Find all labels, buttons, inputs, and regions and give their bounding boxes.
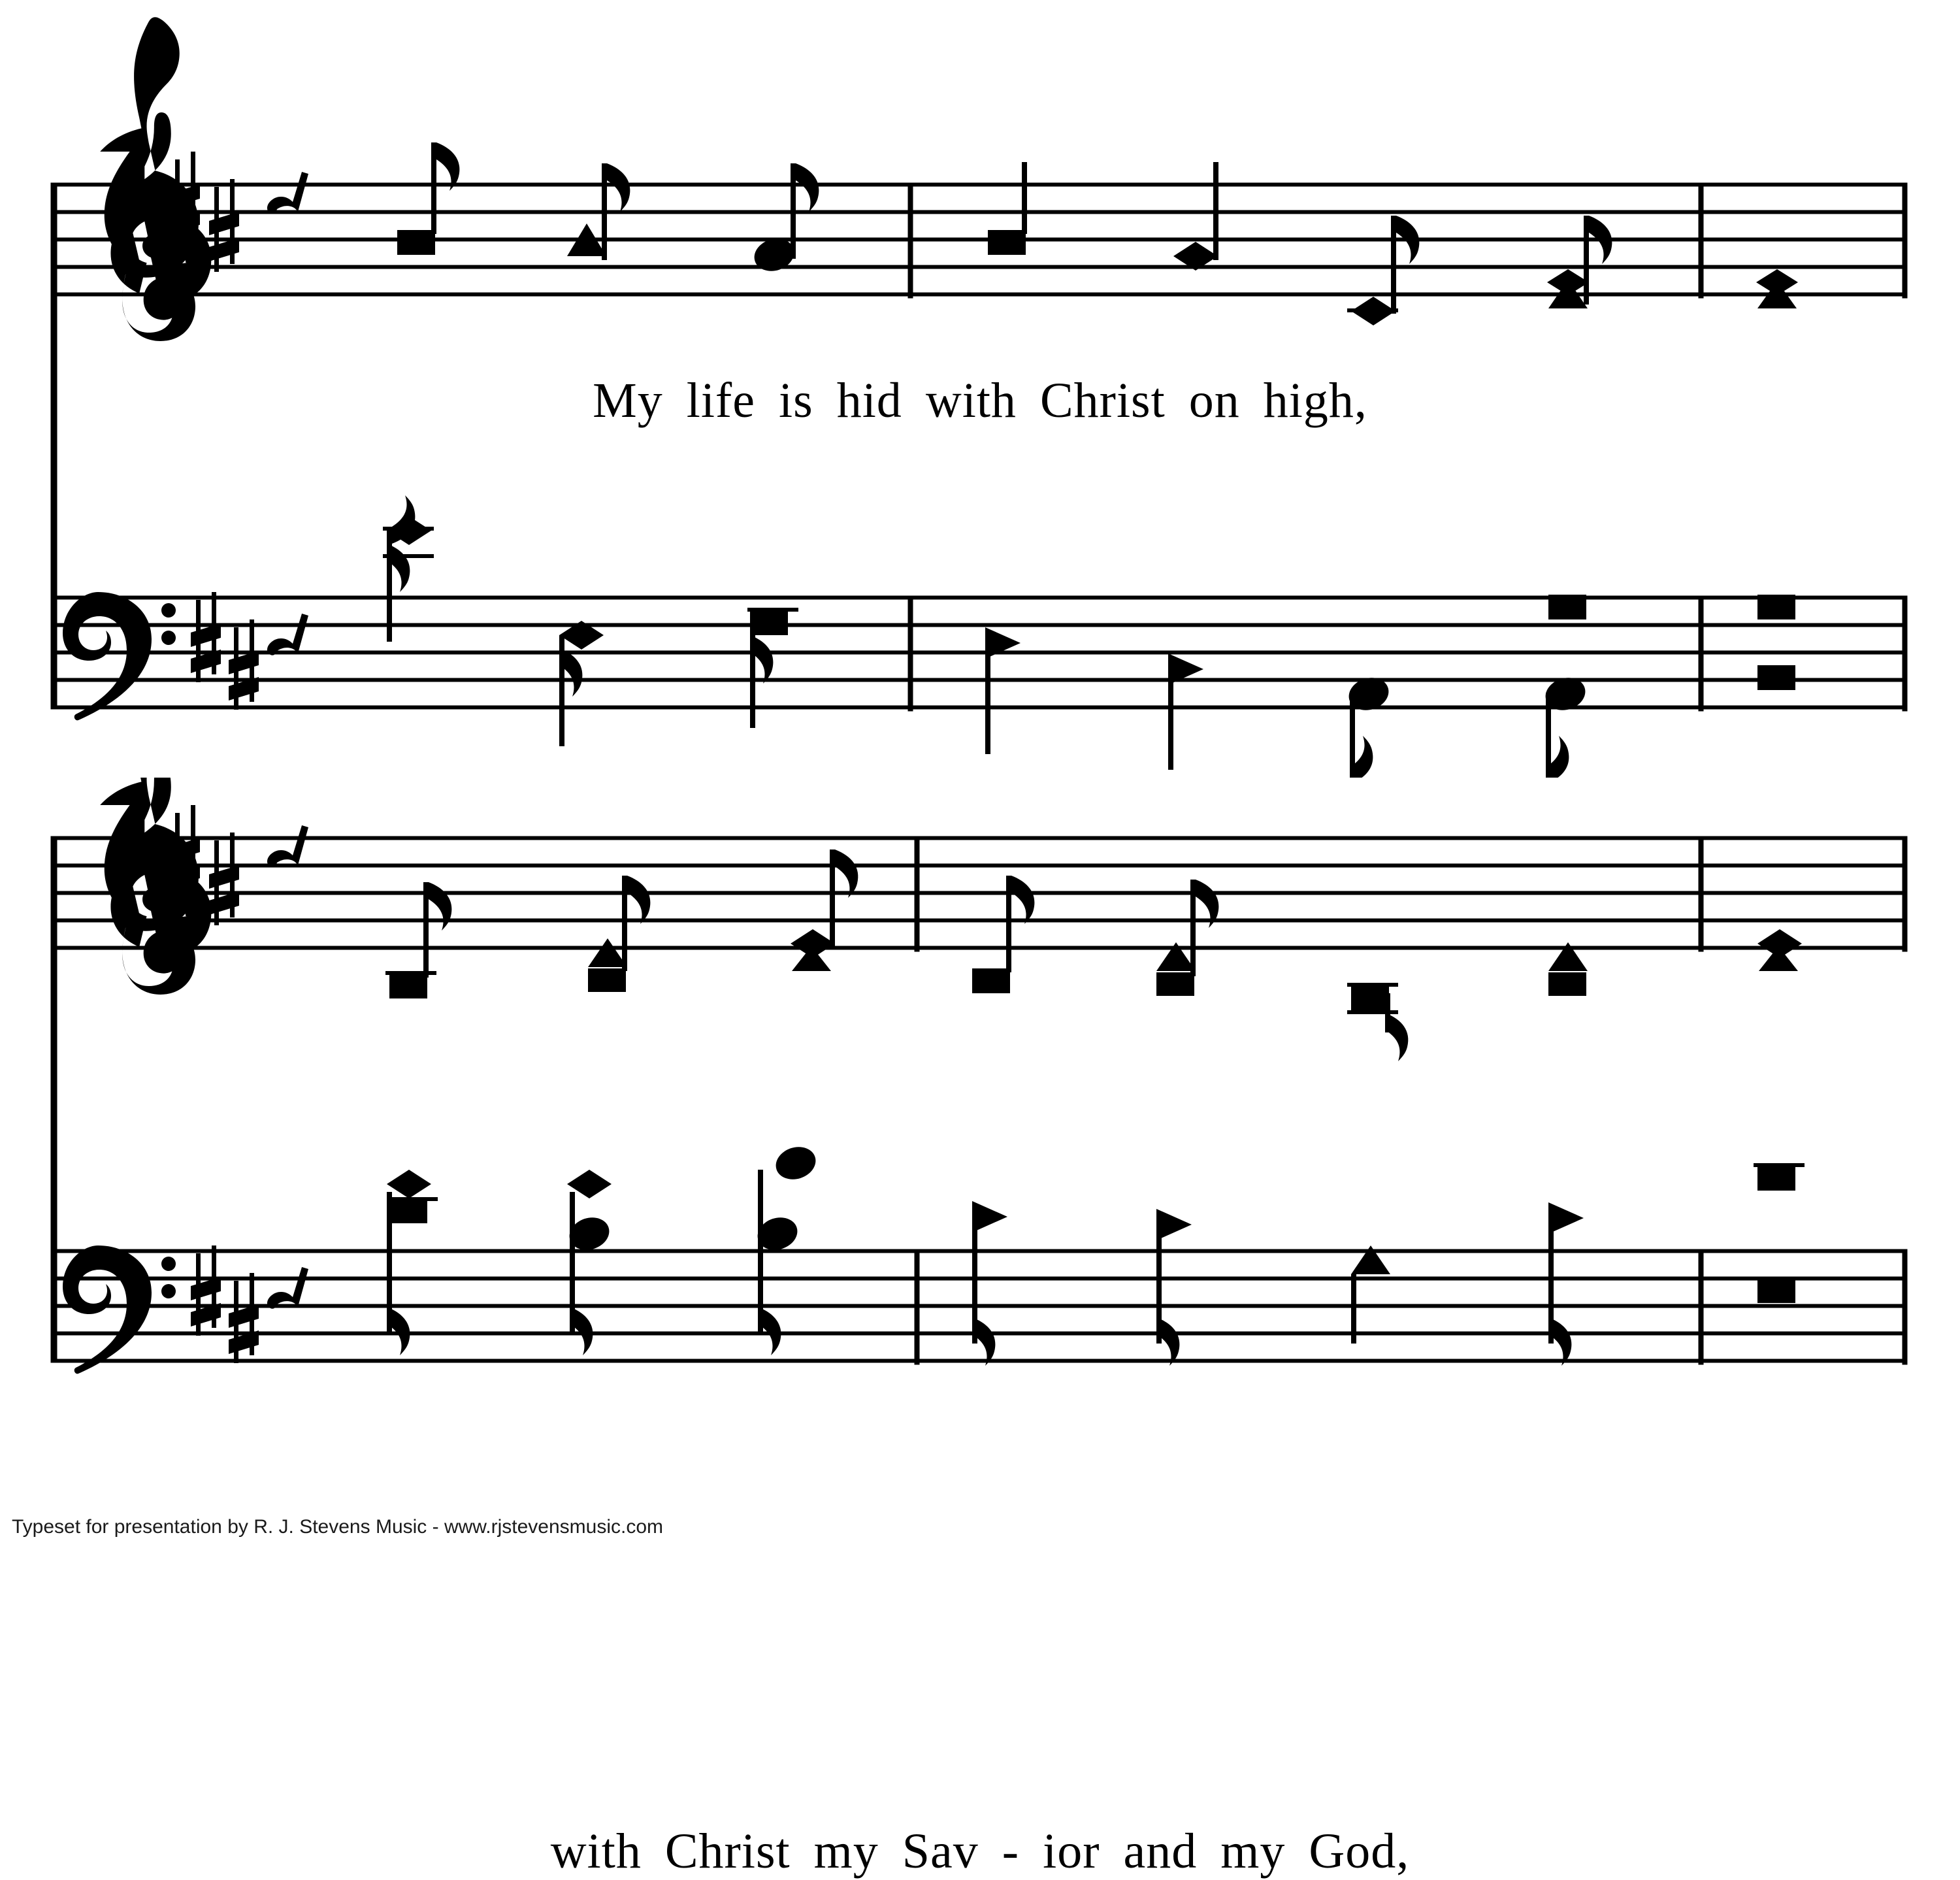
eighth-rest-bass-1 bbox=[267, 614, 308, 655]
note-shape-round bbox=[1345, 673, 1393, 778]
lyrics-line-2 bbox=[0, 1823, 1960, 1880]
bass-clef-2 bbox=[63, 1245, 176, 1374]
note-shape-triangle bbox=[1351, 1245, 1390, 1344]
note-shape-square bbox=[988, 162, 1027, 255]
music-system-1 bbox=[0, 0, 1960, 778]
note-shape-square bbox=[1541, 595, 1590, 778]
note-shape-diamond bbox=[1756, 269, 1798, 308]
typeset-credit: Typeset for presentation by R. J. Stevens Music - www.rjstevensmusic.com bbox=[12, 1516, 664, 1538]
note-shape-diamond bbox=[1757, 929, 1802, 971]
note-shape-diamond bbox=[387, 1170, 438, 1355]
bass-staff-1 bbox=[51, 495, 1906, 778]
lyric-syllable: with bbox=[925, 373, 1017, 428]
lyric-syllable: - bbox=[1002, 1824, 1020, 1879]
lyric-syllable: my bbox=[813, 1824, 879, 1879]
note-shape-triangle bbox=[1156, 1209, 1192, 1366]
note-shape-square bbox=[1347, 983, 1408, 1061]
bass-clef-1 bbox=[63, 592, 176, 720]
eighth-rest-bass-2 bbox=[267, 1267, 308, 1309]
treble-staff-1 bbox=[51, 17, 1906, 706]
note-shape-square bbox=[1757, 595, 1795, 690]
lyric-syllable: my bbox=[1220, 1824, 1286, 1879]
eighth-rest-treble-2 bbox=[267, 825, 308, 867]
lyric-syllable: on bbox=[1188, 373, 1240, 428]
lyric-syllable: is bbox=[778, 373, 813, 428]
lyric-syllable: My bbox=[593, 373, 663, 428]
lyric-syllable: ior bbox=[1043, 1824, 1100, 1879]
treble-staff-2 bbox=[51, 778, 1906, 1359]
note-shape-triangle bbox=[1548, 1202, 1584, 1366]
lyric-syllable: God, bbox=[1309, 1824, 1410, 1879]
lyric-syllable: hid bbox=[836, 373, 902, 428]
note-shape-square bbox=[385, 882, 451, 998]
note-shape-round bbox=[753, 1142, 820, 1355]
system-2-notation bbox=[0, 778, 1960, 1470]
note-shape-diamond bbox=[1173, 162, 1218, 271]
lyric-syllable: Christ bbox=[1039, 373, 1166, 428]
note-shape-triangle bbox=[985, 627, 1021, 754]
lyric-syllable: high, bbox=[1263, 373, 1367, 428]
note-shape-diamond bbox=[383, 495, 434, 642]
lyric-syllable: with bbox=[550, 1824, 642, 1879]
lyric-syllable: Christ bbox=[664, 1824, 791, 1879]
note-shape-diamond bbox=[1347, 216, 1419, 325]
eighth-rest-treble-1 bbox=[267, 172, 308, 214]
note-shape-diamond bbox=[791, 849, 858, 971]
note-shape-diamond bbox=[565, 1170, 613, 1355]
lyric-syllable: Sav bbox=[902, 1824, 979, 1879]
lyric-syllable: life bbox=[686, 373, 755, 428]
note-shape-triangle bbox=[1548, 942, 1588, 996]
note-shape-triangle bbox=[1168, 653, 1203, 770]
note-shape-triangle bbox=[972, 1201, 1007, 1366]
bass-staff-2 bbox=[51, 1142, 1906, 1374]
lyrics-line-1 bbox=[0, 372, 1960, 429]
note-shape-round bbox=[750, 163, 819, 276]
note-shape-square bbox=[1754, 1163, 1805, 1303]
note-shape-diamond bbox=[559, 621, 604, 746]
note-shape-triangle bbox=[1156, 880, 1218, 996]
lyric-syllable: and bbox=[1123, 1824, 1198, 1879]
